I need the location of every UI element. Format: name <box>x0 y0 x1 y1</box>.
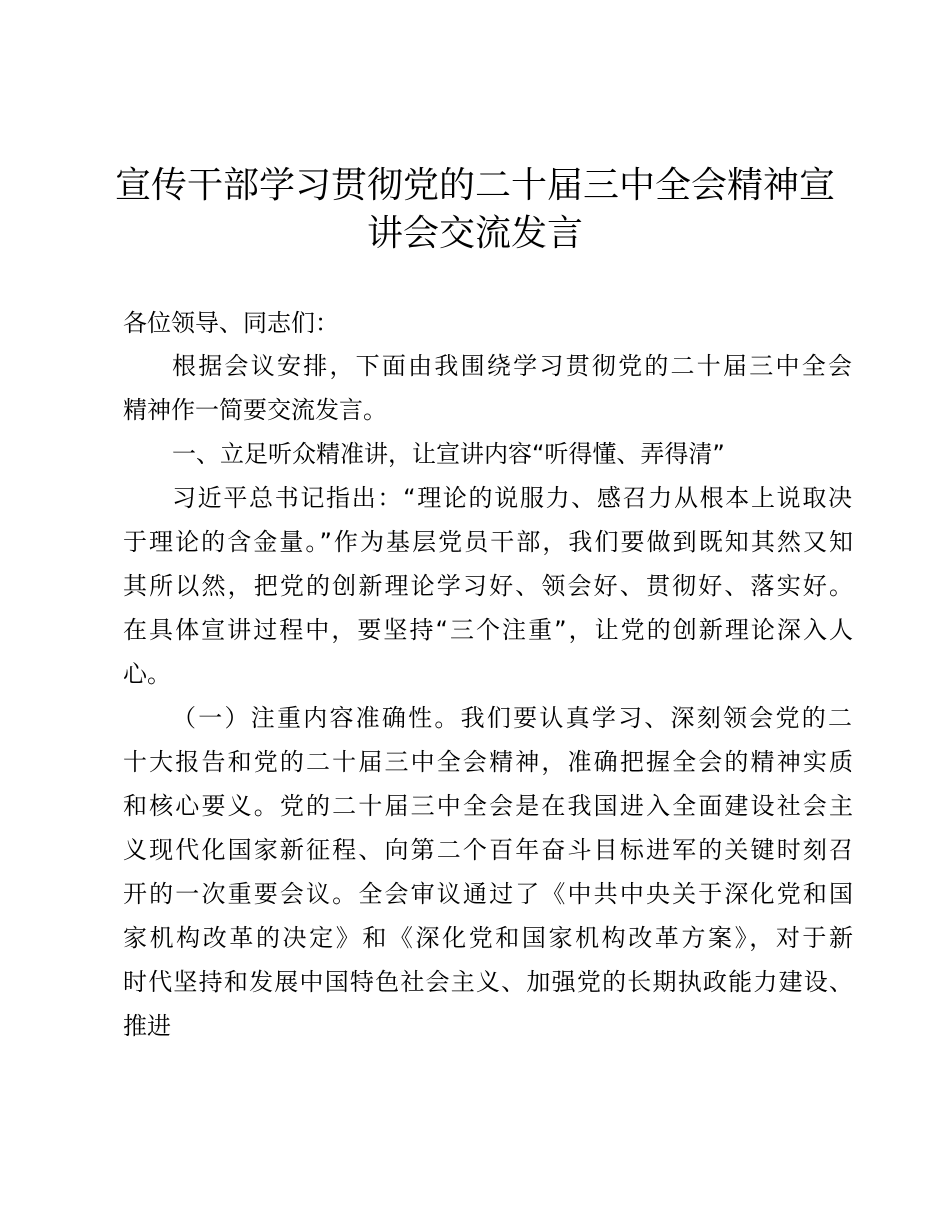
paragraph-line: 根据会议安排，下面由我围绕学习贯彻党的二十届三中全会 <box>172 352 852 380</box>
salutation: 各位领导、同志们： <box>123 309 339 337</box>
title-line-2: 讲会交流发言 <box>366 213 583 254</box>
title-line-1: 宣传干部学习贯彻党的二十届三中全会精神宣 <box>114 165 835 206</box>
paragraph-line: 家机构改革的决定》和《深化党和国家机构改革方案》，对于新 <box>123 924 853 952</box>
paragraph-line: 十大报告和党的二十届三中全会精神，准确把握全会的精神实质 <box>123 748 853 776</box>
paragraph-line: 义现代化国家新征程、向第二个百年奋斗目标进军的关键时刻召 <box>123 836 853 864</box>
section-heading: 一、立足听众精准讲，让宣讲内容“听得懂、弄得清” <box>172 440 725 468</box>
paragraph-line: 和核心要义。党的二十届三中全会是在我国进入全面建设社会主 <box>123 792 853 820</box>
paragraph-line: 精神作一简要交流发言。 <box>123 396 387 424</box>
paragraph-line: 习近平总书记指出：“理论的说服力、感召力从根本上说取决 <box>172 484 852 512</box>
paragraph-line: 时代坚持和发展中国特色社会主义、加强党的长期执政能力建设、 <box>123 968 853 996</box>
paragraph-line: 心。 <box>123 660 171 688</box>
paragraph-line: 其所以然，把党的创新理论学习好、领会好、贯彻好、落实好。 <box>123 572 853 600</box>
paragraph-line: 推进 <box>123 1012 171 1040</box>
paragraph-line: （一）注重内容准确性。我们要认真学习、深刻领会党的二 <box>172 704 852 732</box>
paragraph-line: 开的一次重要会议。全会审议通过了《中共中央关于深化党和国 <box>123 880 853 908</box>
paragraph-line: 在具体宣讲过程中，要坚持“三个注重”，让党的创新理论深入人 <box>123 616 853 644</box>
paragraph-line: 于理论的含金量。”作为基层党员干部，我们要做到既知其然又知 <box>123 528 853 556</box>
